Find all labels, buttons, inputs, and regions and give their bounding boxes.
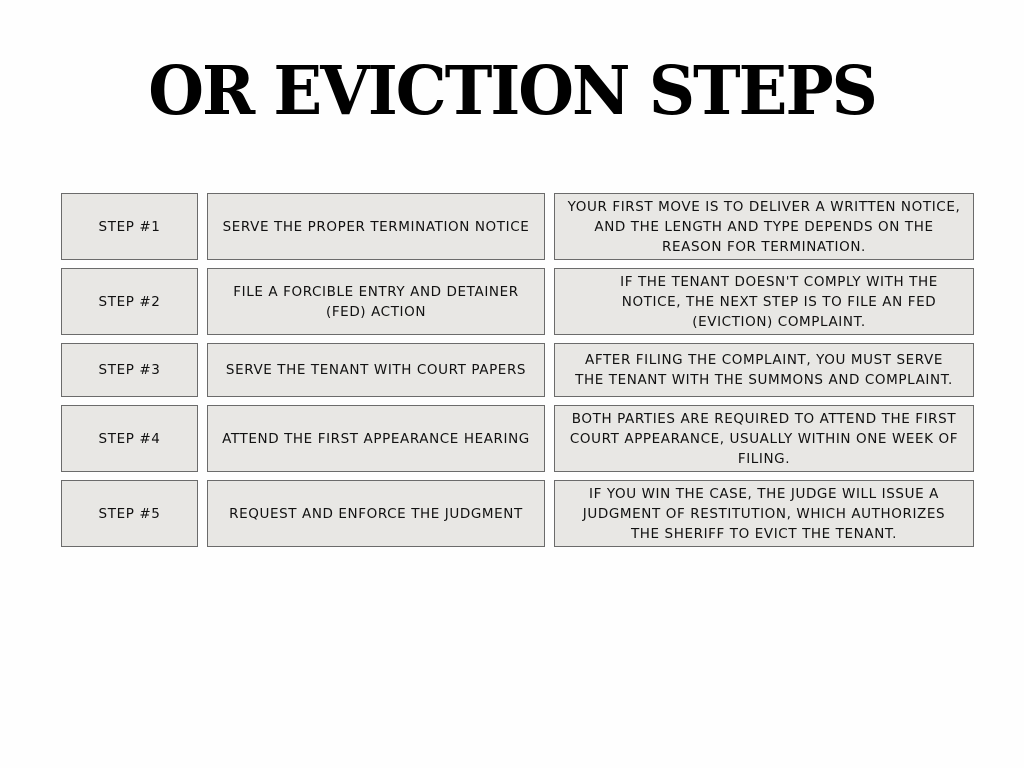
step-number-1: STEP #1 — [61, 193, 198, 260]
step-description-3: AFTER FILING THE COMPLAINT, YOU MUST SERVE THE TENANT WITH THE SUMMONS AND COMPLAINT. — [554, 343, 974, 397]
step-description-5: IF YOU WIN THE CASE, THE JUDGE WILL ISSUE A JUDGMENT OF RESTITUTION, WHICH AUTHORIZES THE SHERIFF TO EVICT THE TENANT. — [554, 480, 974, 547]
step-action-4: ATTEND THE FIRST APPEARANCE HEARING — [207, 405, 545, 472]
step-description-1: YOUR FIRST MOVE IS TO DELIVER A WRITTEN NOTICE, AND THE LENGTH AND TYPE DEPENDS ON THE REASON FOR TERMINATION. — [554, 193, 974, 260]
step-number-2: STEP #2 — [61, 268, 198, 335]
step-description-4: BOTH PARTIES ARE REQUIRED TO ATTEND THE FIRST COURT APPEARANCE, USUALLY WITHIN ONE WEEK OF FILING. — [554, 405, 974, 472]
page-title: OR EVICTION STEPS — [148, 52, 876, 131]
step-number-3: STEP #3 — [61, 343, 198, 397]
step-action-2: FILE A FORCIBLE ENTRY AND DETAINER (FED) ACTION — [207, 268, 545, 335]
step-action-3: SERVE THE TENANT WITH COURT PAPERS — [207, 343, 545, 397]
step-description-2: IF THE TENANT DOESN'T COMPLY WITH THE NOTICE, THE NEXT STEP IS TO FILE AN FED (EVICTION) COMPLAINT. — [554, 268, 974, 335]
step-number-4: STEP #4 — [61, 405, 198, 472]
step-number-5: STEP #5 — [61, 480, 198, 547]
step-action-5: REQUEST AND ENFORCE THE JUDGMENT — [207, 480, 545, 547]
step-action-1: SERVE THE PROPER TERMINATION NOTICE — [207, 193, 545, 260]
